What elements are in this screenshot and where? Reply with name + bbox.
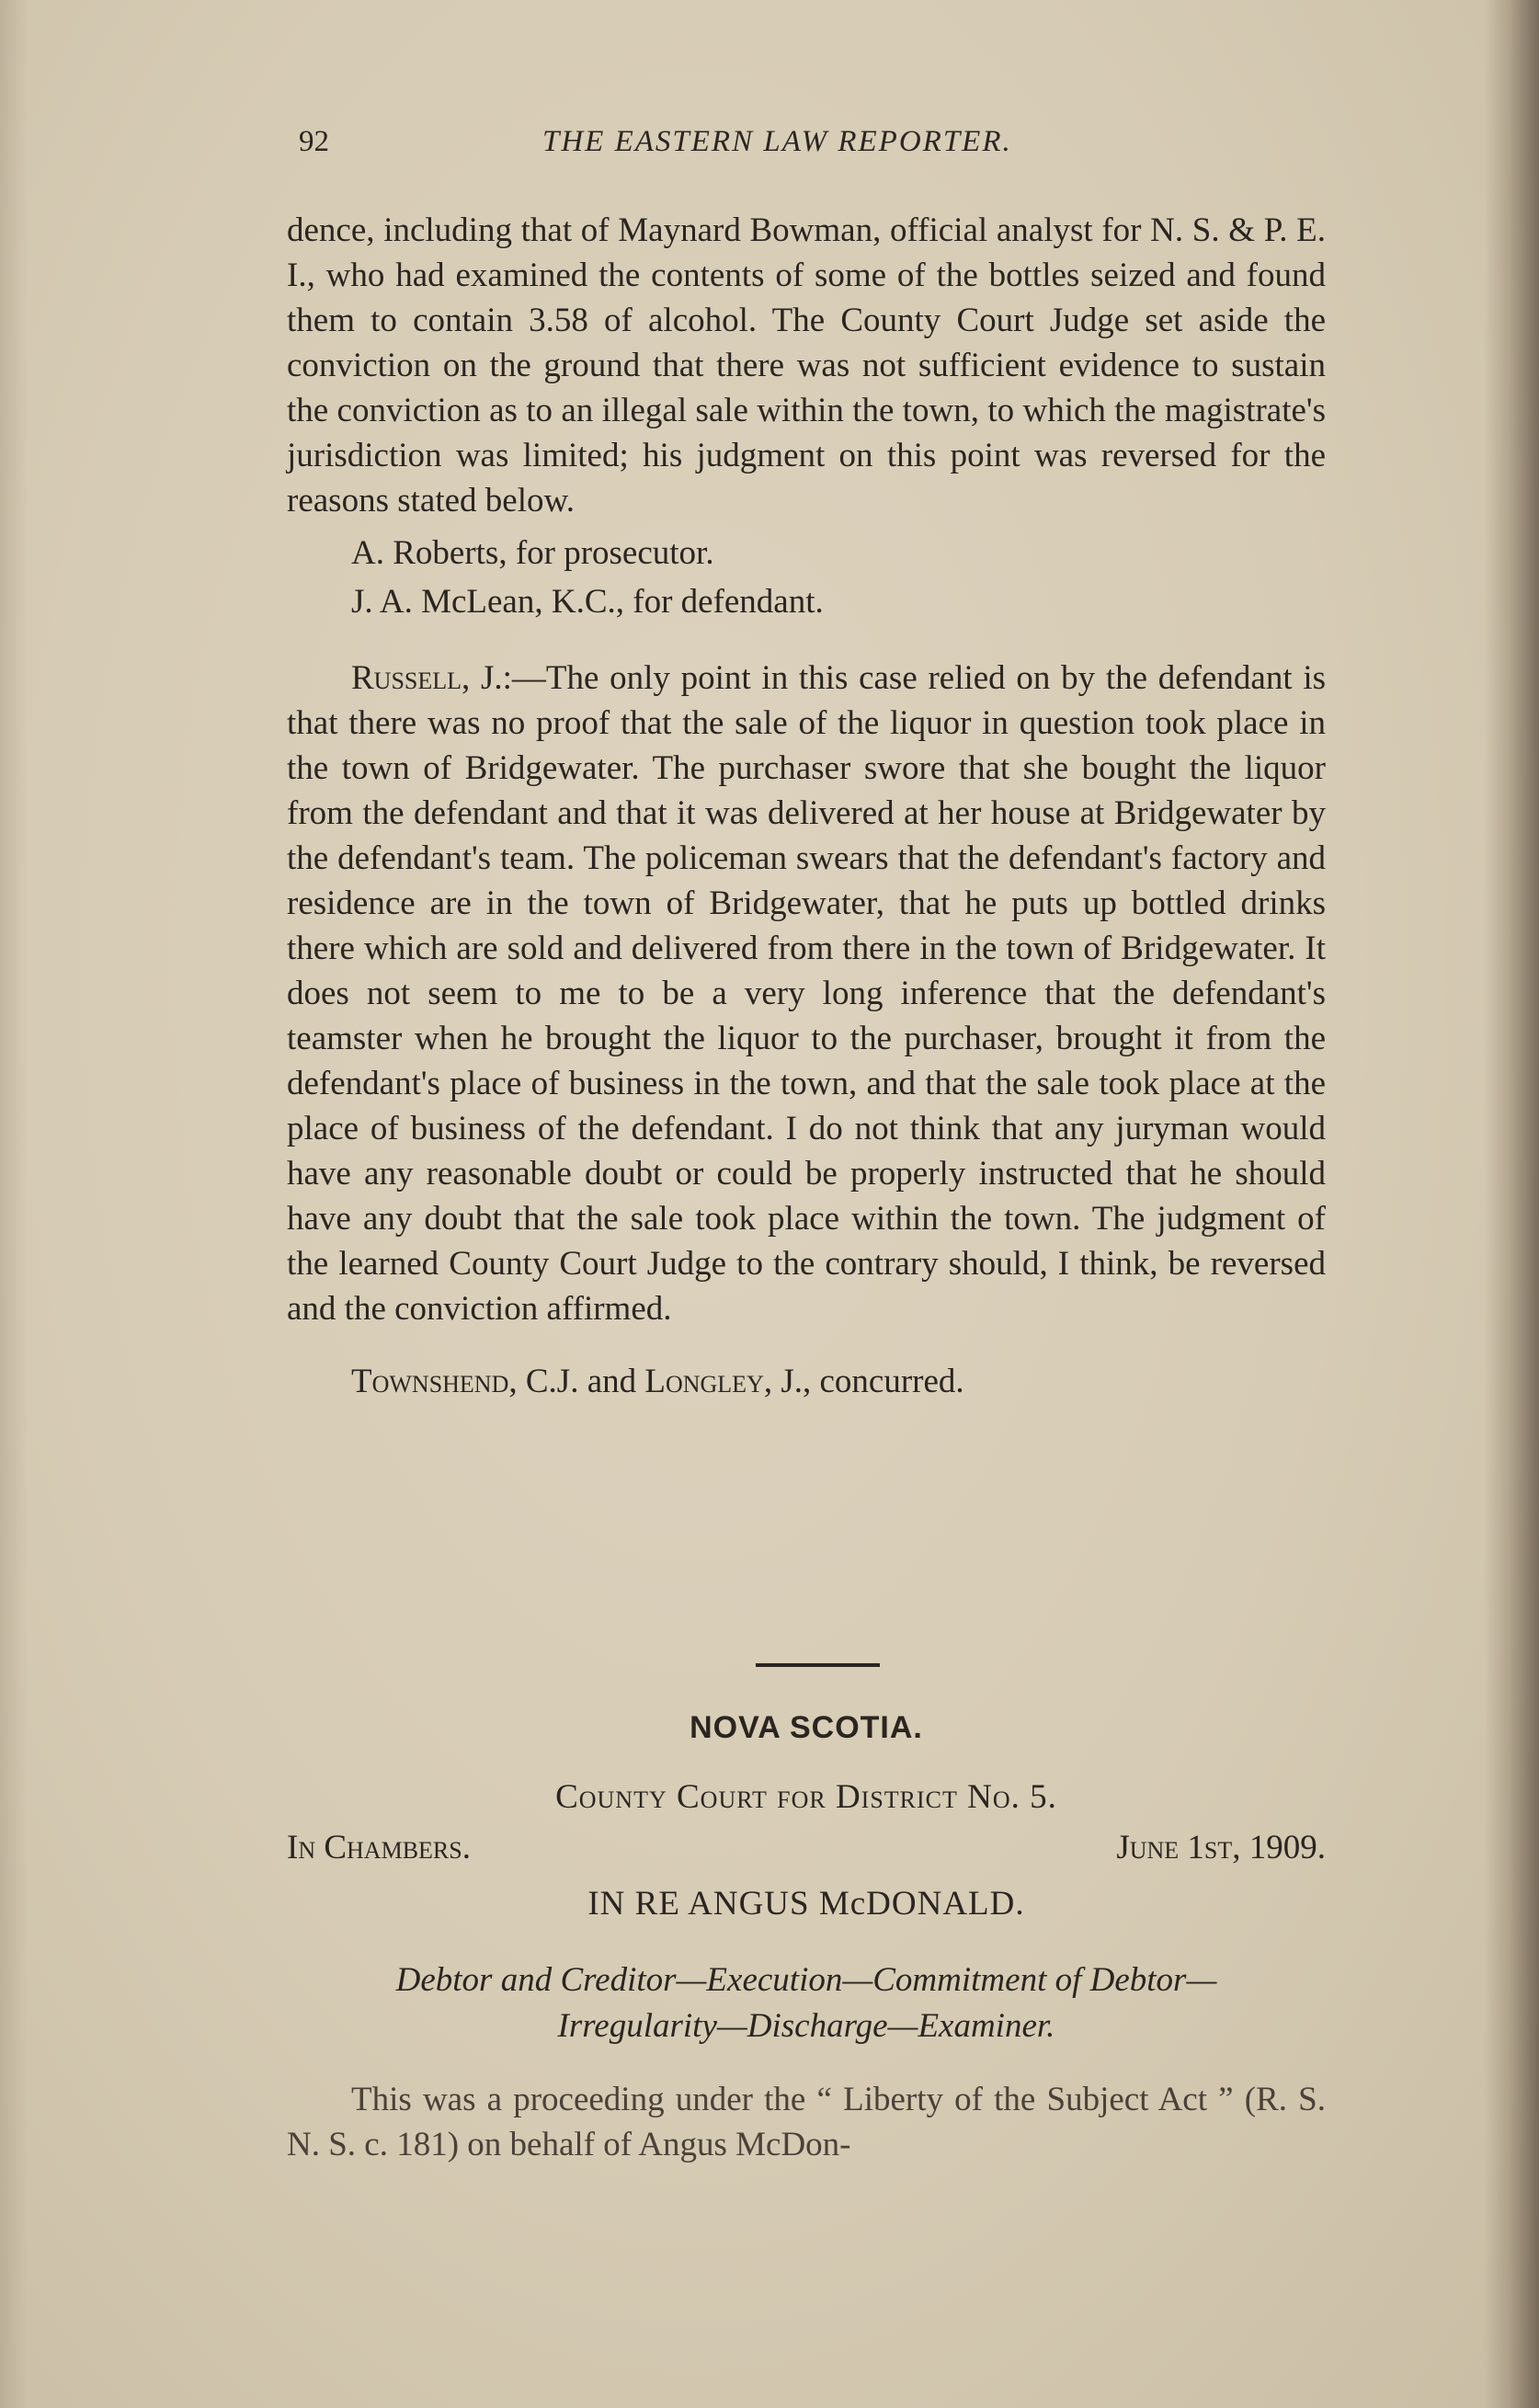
province-heading: NOVA SCOTIA. xyxy=(690,1710,923,1745)
chambers-label: In Chambers. xyxy=(287,1829,471,1866)
running-header xyxy=(299,125,1315,171)
case-title: IN RE ANGUS McDONALD. xyxy=(587,1885,1025,1923)
counsel-defendant: J. A. McLean, K.C., for defendant. xyxy=(351,583,824,621)
judge-name: Russell, J. xyxy=(351,659,503,697)
running-title: THE EASTERN LAW REPORTER. xyxy=(542,125,1012,158)
judgment-text: :—The only point in this case relied on by the defendant is that there was no proof that the sale of the liquor in question took place in the town of Bridgewater. The purchaser swore that she bought the liquor from the defendant and that it was delivered at her house at Bridgewater by the defendant's team. The policeman swears that the defendant's factory and residence are in the town of Bridgewater, that he puts up bottled drinks there which are sold and delivered from there in the town of Bridgewater. It does not seem to me to be a very long inference that the defendant's teamster when he brought the liquor to the purchaser, brought it from the defendant's place of business in the town, and that the sale took place at the place of business of the defendant. I do not think that any juryman would have any reasonable doubt or could be properly instructed that he should have any doubt that the sale took place within the town. The judgment of the learned County Court Judge to the contrary should, I think, be reversed and the conviction affirmed. xyxy=(287,659,1326,1328)
section-divider xyxy=(756,1663,880,1667)
intro-paragraph: dence, including that of Maynard Bowman, official analyst for N. S. & P. E. I., who had examined the contents of some of the bottles seized and found them to contain 3.58 of alcohol. The County Court Judge set aside the conviction on the ground that there was not sufficient evidence to sustain the conviction as to an illegal sale within the town, to which the magistrate's jurisdiction was limited; his judgment on this point was reversed for the reasons stated below. xyxy=(287,211,1326,519)
court-heading: County Court for District No. 5. xyxy=(555,1778,1057,1816)
judgment-paragraph xyxy=(287,656,1326,1331)
catchwords-line-1: Debtor and Creditor—Execution—Commitment of Debtor— xyxy=(395,1961,1217,1999)
concurring-judge-1: Townshend xyxy=(351,1363,509,1400)
counsel-prosecutor: A. Roberts, for prosecutor. xyxy=(351,534,714,572)
decision-date: June 1st, 1909. xyxy=(1116,1829,1326,1866)
page-left-shadow xyxy=(0,0,28,2408)
concurrence-suffix: , J., concurred. xyxy=(763,1363,964,1400)
page-number: 92 xyxy=(299,125,329,158)
concurring-judge-2: Longley xyxy=(644,1363,764,1400)
new-case-block xyxy=(287,1706,1326,2167)
opening-paragraph: This was a proceeding under the “ Liberty of the Subject Act ” (R. S. N. S. c. 181) on behalf of Angus McDon- xyxy=(287,2081,1326,2163)
chambers-date-row xyxy=(287,1825,1326,1870)
catchwords-line-2: Irregularity—Discharge—Examiner. xyxy=(557,2007,1055,2045)
concurrence-line xyxy=(287,1359,1326,1404)
concurrence-joiner: , C.J. and xyxy=(508,1363,645,1400)
page-spine-shadow xyxy=(1484,0,1539,2408)
main-column xyxy=(287,208,1326,1404)
